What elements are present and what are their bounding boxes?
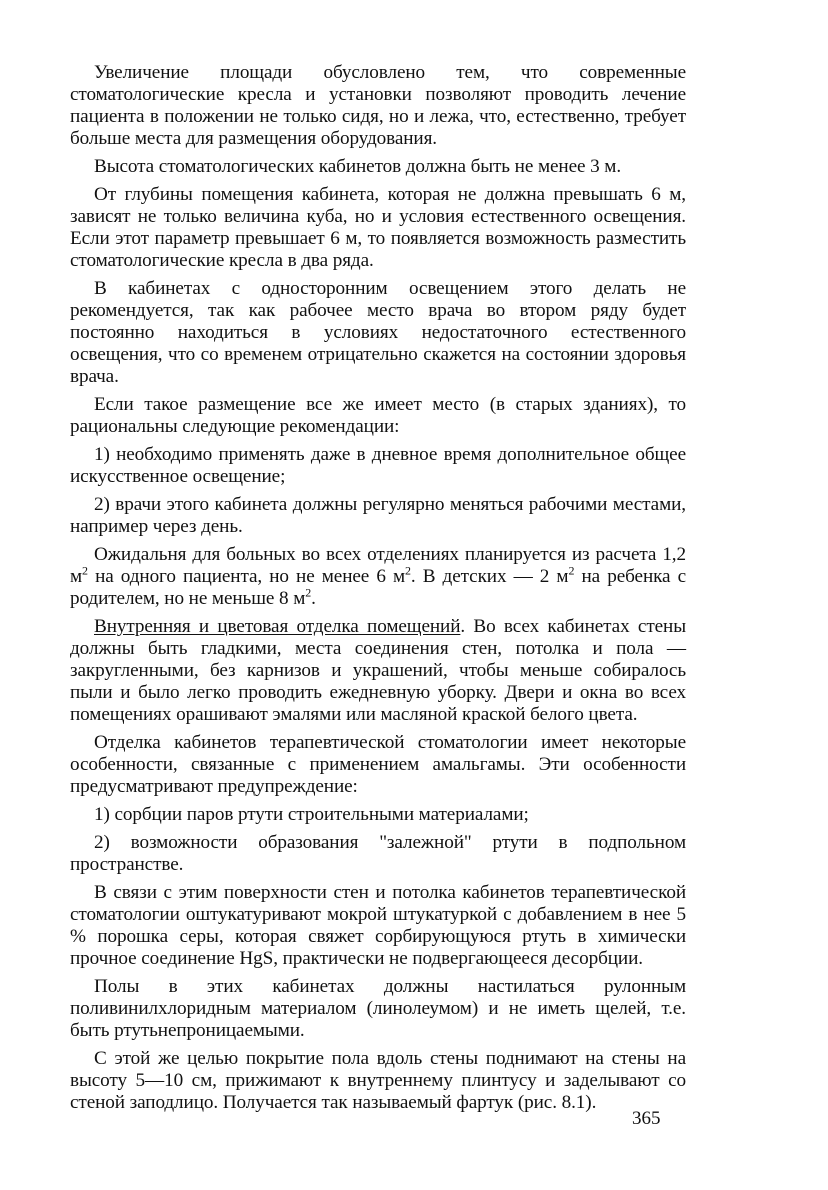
- page-number: 365: [632, 1108, 661, 1129]
- paragraph-floor-apron: С этой же целью покрытие пола вдоль стены поднимают на стены на высоту 5—10 см, прижимают к внутреннему плинтусу и заделывают со стеной заподлицо. Получается так называемый фартук (рис. 8.1).: [70, 1048, 686, 1113]
- page-body: [70, 62, 686, 1120]
- list-item-rotate-workplaces: 2) врачи этого кабинета должны регулярно меняться рабочими местами, например через день.: [70, 494, 686, 537]
- paragraph-waiting-room: Ожидальня для больных во всех отделениях планируется из расчета 1,2 $м^2$ на одного пациента, но не менее 6 $м^2$. В детских — 2 $м^2$ на ребенка с родителем, но не меньше 8 $м^2$.: [70, 544, 687, 609]
- paragraph-one-side-lighting: В кабинетах с односторонним освещением этого делать не рекомендуется, так как рабочее место врача во втором ряду будет постоянно находиться в условиях недостаточного естественного освещения, что со временем отрицательно скажется на состоянии здоровья врача.: [70, 278, 686, 387]
- paragraph-therapy-finishing: Отделка кабинетов терапевтической стоматологии имеет некоторые особенности, связанные с применением амальгамы. Эти особенности предусматривают предупреждение:: [70, 732, 686, 797]
- paragraph-room-height: Высота стоматологических кабинетов должна быть не менее 3 м.: [94, 156, 622, 177]
- paragraph-room-depth: От глубины помещения кабинета, которая не должна превышать 6 м, зависят не только величина куба, но и условия естественного освещения. Если этот параметр превышает 6 м, то появляется возможность разместить стоматологические кресла в два ряда.: [70, 184, 686, 271]
- section-heading-finishing: Внутренняя и цветовая отделка помещений: [94, 616, 461, 637]
- paragraph-plaster-sulfur: В связи с этим поверхности стен и потолка кабинетов терапевтической стоматологии оштукатуривают мокрой штукатуркой с добавлением в нее 5 % порошка серы, которая свяжет сорбирующуюся ртуть в химически прочное соединение HgS, практически не подвергающееся десорбции.: [70, 882, 686, 969]
- list-item-artificial-lighting: 1) необходимо применять даже в дневное время дополнительное общее искусственное освещение;: [70, 444, 686, 487]
- paragraph-floor-linoleum: Полы в этих кабинетах должны настилаться рулонным поливинилхлоридным материалом (линолеумом) и не иметь щелей, т.е. быть ртутьнепроницаемыми.: [70, 976, 686, 1041]
- list-item-deposited-mercury: 2) возможности образования "залежной" ртути в подпольном пространстве.: [70, 832, 686, 875]
- paragraph-interior-finishing: Внутренняя и цветовая отделка помещений. Во всех кабинетах стены должны быть гладкими, места соединения стен, потолка и пола — закругленными, без карнизов и украшений, чтобы меньше собиралось пыли и было легко проводить ежедневную уборку. Двери и окна во всех помещениях орашивают эмалями или масляной краской белого цвета.: [70, 616, 686, 725]
- paragraph-area-increase: Увеличение площади обусловлено тем, что современные стоматологические кресла и установки позволяют проводить лечение пациента в положении не только сидя, но и лежа, что, естественно, требует больше места для размещения оборудования.: [70, 62, 686, 149]
- list-item-mercury-sorption: 1) сорбции паров ртути строительными материалами;: [94, 804, 529, 825]
- paragraph-old-buildings: Если такое размещение все же имеет место (в старых зданиях), то рациональны следующие рекомендации:: [70, 394, 686, 437]
